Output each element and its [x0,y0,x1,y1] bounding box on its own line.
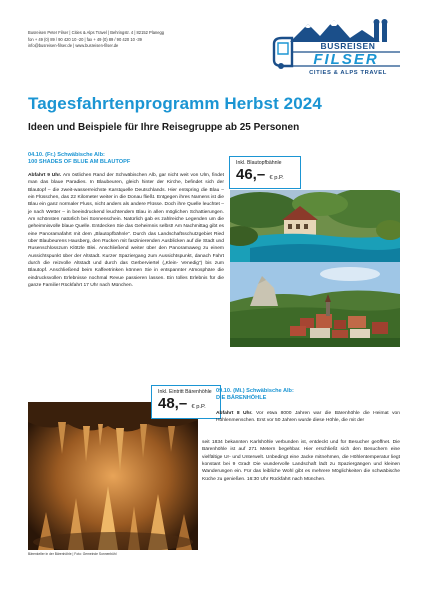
trip2-date: 09.10. (Mi.) Schwäbische Alb: [216,388,294,394]
trip1-price-box [229,156,301,189]
trip1-heading [28,152,130,167]
trip1-description [28,172,224,290]
company-logo [270,16,406,78]
company-web: info@busreisen-filser.de | www.busreisen-filser.de [28,43,119,49]
trip2-departure: Abfahrt 8 Uhr. [216,411,253,416]
blaubeuren-photo [230,262,400,347]
trip1-name: 100 SHADES OF BLUE AM BLAUTOPF [28,159,131,166]
trip1-departure: Abfahrt 9 Uhr. [28,173,62,178]
trip2-price-label: Inkl. Eintritt Bärenhöhle [158,389,212,395]
trip2-name: DIE BÄRENHÖHLE [216,395,267,402]
trip2-price-box [151,385,221,419]
cave-photo [28,402,198,550]
blautopf-photo [230,190,400,262]
trip1-body: Am östlichen Rand der Schwäbischen Alb, gar nicht weit von Ulm, findet man das blaue Paradies. In Blaubeuren, gleich hinter der Kirche, befindet sich der Blautopf – die zweit-wasserreichste Karstquelle Deutschlands. Hier entspring die Blau – ein Flüsschen, das 22 Kilometer weiter in die Donau fließt. Entgegen ihres Namens ist die Blau ein ganz normaler Fluss, nicht anders als andere Flüsse. Doch ihre Quelle leuchtet – je nach Wetter – in beeindruckend leuchtendem Blau in allen möglichen Schattierungen. Am schönsten natürlich bei Sonnenschein. Natürlich gab es zahlreiche Legenden um die geheimnisvolle blaue Quelle. Entdecken Sie das Geheimnis selbst! Am Nachmittag gibt es eine Panoramafahrt mit dem „Blautopfbähnle“. Durch das Landschaftsschutzgebiet Ried über Blaubeurens Hausberg, den Rucken mit faszinierenden Ausblicken auf die Stadt und Rusenschlosszum Klötzle Blei. Anschließend weiter über den Panoramaweg zu einem Aussichtspunkt über der Altstadt. Kurzer Spaziergang zum Aussichtspunkt, danach Fahrt durch die reizvolle Altstadt und durch das Gerberviertel („Klein- Venedig“) bis zum Blautopf. Anschließend beim Kaffeetrinken können Sie in entspannter Atmosphäre die eindrucksvollen Erlebnisse nochmal Revue passieren lassen. Ein tolles Erlebnis für die ganze Familie! Rückfahrt 17 Uhr nach München. [28,173,224,289]
trip1-price: 46,– [236,166,266,183]
logo-main-word: FILSER [313,51,379,68]
logo-top-word: BUSREISEN [320,41,376,51]
trip1-date: 04.10. (Fr.) Schwäbische Alb: [28,152,105,158]
logo-tagline: CITIES & ALPS TRAVEL [309,70,387,76]
page-subtitle: Ideen und Beispiele für Ihre Reisegruppe ab 25 Personen [28,122,300,133]
trip2-body-top: Vor etwa 8000 Jahren war die Bärenhöhle die Heimat von Höhlenmenschen. Erst vor 50 Jahren wurde diese Höhle, die mit der [216,411,401,424]
cave-photo-caption: Bärenkeller in der Bärenhöhle | Foto: Gemeinde Sonnenbühl [28,552,117,556]
trip1-price-unit: € p.P. [269,175,284,181]
trip2-price-unit: € p.P. [191,404,206,410]
company-phone: fon + 49 (0) 89 / 90 420 10 -20 | fax + 49 (0) 89 / 90 420 10 -39 [28,36,142,42]
trip2-description-bottom: seit 1834 bekannten Karlshöhle verbunden ist, entdeckt und für Besucher geöffnet. Die Bärenhöhle ist auf 271 Metern begehbar. Hier erschließt sich den Besuchern eine vielfältige Ur- und Unterwelt. Unbedingt eine Jacke mitnehmen, die Höhlentemperatur liegt konstant bei 9 Grad! Die wundervolle Landschaft lädt zu Spaziergängen und kleinen Wanderungen ein. Für das leibliche Wohl gibt es mehrere Möglichkeiten die schwäbische Küche zu genießen. 16:30 Uhr Rückfahrt nach München. [202,440,400,482]
company-address: Busreisen Peter Filser | Cities & Alps Travel | Behringstr. 4 | 82152 Planegg [28,30,165,35]
trip2-price: 48,– [158,395,188,412]
bus-icon [274,38,292,66]
logo-graphic [270,16,406,78]
page-title: Tagesfahrtenprogramm Herbst 2024 [28,94,322,113]
trip2-description-top [216,410,400,425]
trip1-price-label: Inkl. Blautopfbähnle [236,160,282,166]
trip2-heading [216,388,294,403]
company-contact [28,30,238,50]
